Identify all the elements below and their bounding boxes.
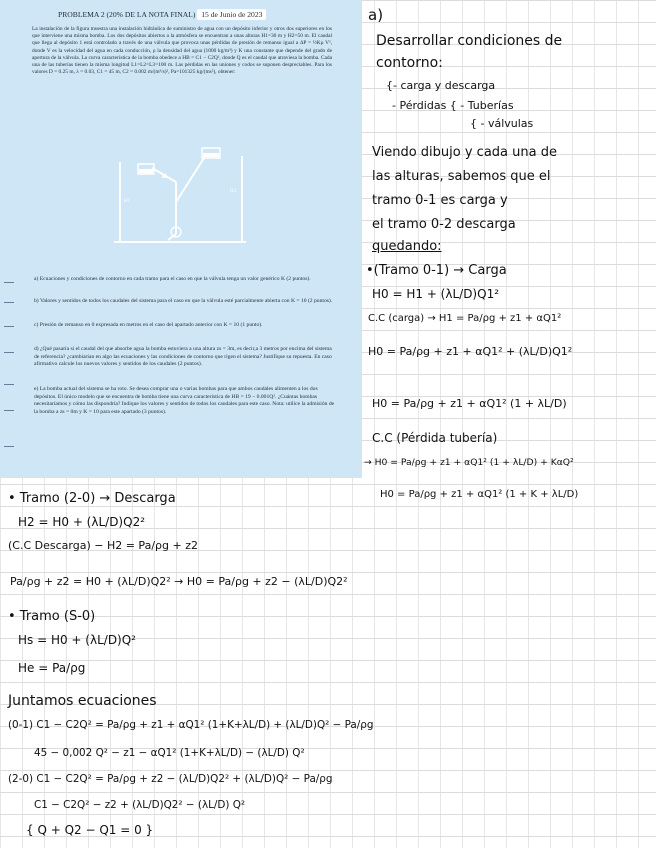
equation-line: H0 = Pa/ρg + z1 + αQ1² (1 + λL/D): [372, 397, 567, 410]
equation-line: He = Pa/ρg: [18, 661, 86, 675]
note-part-label: a): [368, 6, 384, 24]
equation-line: C.C (carga) → H1 = Pa/ρg + z1 + αQ1²: [368, 313, 562, 324]
margin-tick: [4, 282, 14, 283]
equation-line: 45 − 0,002 Q² − z1 − αQ1² (1+K+λL/D) − (λL/D) Q²: [34, 747, 305, 759]
note-line: contorno:: [376, 55, 443, 71]
equation-line: (0-1) C1 − C2Q² = Pa/ρg + z1 + αQ1² (1+K+λL/D) + (λL/D)Q² − Pa/ρg: [8, 719, 374, 731]
equation-line: H2 = H0 + (λL/D)Q2²: [18, 515, 146, 529]
margin-tick: [4, 352, 14, 353]
question-c: c) Presión de remanso en 0 expresada en metros en el caso del apartado anterior con K = 10 (1 punto).: [34, 322, 263, 328]
problem-statement-card: [0, 0, 362, 478]
installation-diagram: [108, 142, 248, 254]
exam-date-badge: 15 de Junio de 2023: [197, 9, 266, 20]
note-line: las alturas, sabemos que el: [372, 169, 551, 184]
note-line: tramo 0-1 es carga y: [372, 193, 508, 208]
equation-line: H0 = Pa/ρg + z1 + αQ1² (1 + K + λL/D): [380, 489, 579, 500]
equation-line: C1 − C2Q² − z2 + (λL/D)Q2² − (λL/D) Q²: [34, 799, 246, 811]
note-line: Viendo dibujo y cada una de: [372, 145, 557, 160]
question-e: e) La bomba actual del sistema se ha roto. Se desea comprar una o varias bombas para que ambos caudales alimenten a los dos depósitos. El único modelo que se encuentra de bomba tiene una curva característica de HB = 19 − 0.001Q². ¿Cuántas bombas necesitaríamos y cómo las dispondría? Indique los valores y sentidos de todos los caudales para este caso. Nota: utilice la admisión de la bomba a zs = 0m y K = 10 para este apartado (3 puntos).: [34, 386, 335, 415]
h2-label: H2: [230, 189, 237, 194]
equation-line: Hs = H0 + (λL/D)Q²: [18, 633, 136, 647]
h1-label: H1: [124, 199, 131, 204]
equation-line: H0 = H1 + (λL/D)Q1²: [372, 287, 500, 301]
margin-tick: [4, 384, 14, 385]
equation-line: → H0 = Pa/ρg + z1 + αQ1² (1 + λL/D) + KαQ²: [364, 457, 574, 468]
equation-line: H0 = Pa/ρg + z1 + αQ1² + (λL/D)Q1²: [368, 345, 573, 358]
margin-tick: [4, 326, 14, 327]
note-section-heading: Juntamos ecuaciones: [8, 693, 157, 709]
note-line: C.C (Pérdida tubería): [372, 431, 498, 445]
note-line: - Pérdidas { - Tuberías: [392, 99, 514, 112]
question-d: d) ¿Qué pasaría si el caudal del que absorbe agua la bomba estuviera a una altura zs = 3m, es decir,a 3 metros por encima del sistema de referencia? ¿cambiarían en algo las ecuaciones y las condiciones de contorno que rigen el sistema? Justifique su repuesta. En caso afirmativo calcule los nuevos valores y sentidos de los caudales (2 puntos).: [34, 346, 332, 368]
problem-intro-text: La instalación de la figura muestra una instalación hidráulica de suministro de agua con un depósito inferior y otros dos superiores en los que interviene una misma bomba. Los dos depósitos abiertos a la atmósfera se encuentran a unas alturas H1=30 m y H2=50 m. El caudal que llega al depósito 1 está controlado a través de una válvula que provoca unas pérdidas de presión de remanso igual a ΔP = ½Kρ V², donde V es la velocidad del agua en cada conducción, ρ la densidad del agua (1000 kg/m³) y K una constante que depende del grado de apertura de la válvula. La curva característica de la bomba obedece a HB = C1 − C2Q², donde Q es el caudal que atraviesa la bomba. Cada una de las tuberías tienen la misma longitud L1=L2=L3=100 m. Las pérdidas en las uniones y codos se suponen despreciables. Para los valores D = 0.25 m, λ = 0.03, C1 = 45 m, C2 = 0.002 m/(m³/s)², Pa=101325 kg/(ms²), obtener:: [32, 26, 332, 76]
note-line: Desarrollar condiciones de: [376, 33, 563, 49]
margin-tick: [4, 446, 14, 447]
note-line: {- carga y descarga: [386, 79, 496, 92]
equation-line: (C.C Descarga) − H2 = Pa/ρg + z2: [8, 539, 198, 552]
question-a: a) Ecuaciones y condiciones de contorno en cada tramo para el caso en que la válvula tenga un valor genérico K (2 puntos).: [34, 276, 311, 282]
margin-tick: [4, 302, 14, 303]
note-line: el tramo 0-2 descarga: [372, 217, 516, 232]
question-b: b) Valores y sentidos de todos los caudales del sistema para el caso en que la válvula esté parcialmente abierta con K = 10 (2 puntos).: [34, 298, 333, 304]
note-line: { - válvulas: [470, 117, 534, 130]
equation-line: Pa/ρg + z2 = H0 + (λL/D)Q2² → H0 = Pa/ρg + z2 − (λL/D)Q2²: [10, 575, 348, 588]
equation-line: { Q + Q2 − Q1 = 0 }: [26, 823, 154, 837]
note-section-heading: • Tramo (S-0): [8, 609, 96, 624]
note-section-heading: • Tramo (2-0) → Descarga: [8, 491, 176, 506]
problem-title: PROBLEMA 2 (20% DE LA NOTA FINAL): [58, 10, 196, 19]
problem-header: [58, 10, 266, 19]
equation-line: (2-0) C1 − C2Q² = Pa/ρg + z2 − (λL/D)Q2² + (λL/D)Q² − Pa/ρg: [8, 773, 333, 785]
note-section-heading: •(Tramo 0-1) → Carga: [366, 263, 507, 278]
note-line: quedando:: [372, 239, 442, 254]
margin-tick: [4, 410, 14, 411]
